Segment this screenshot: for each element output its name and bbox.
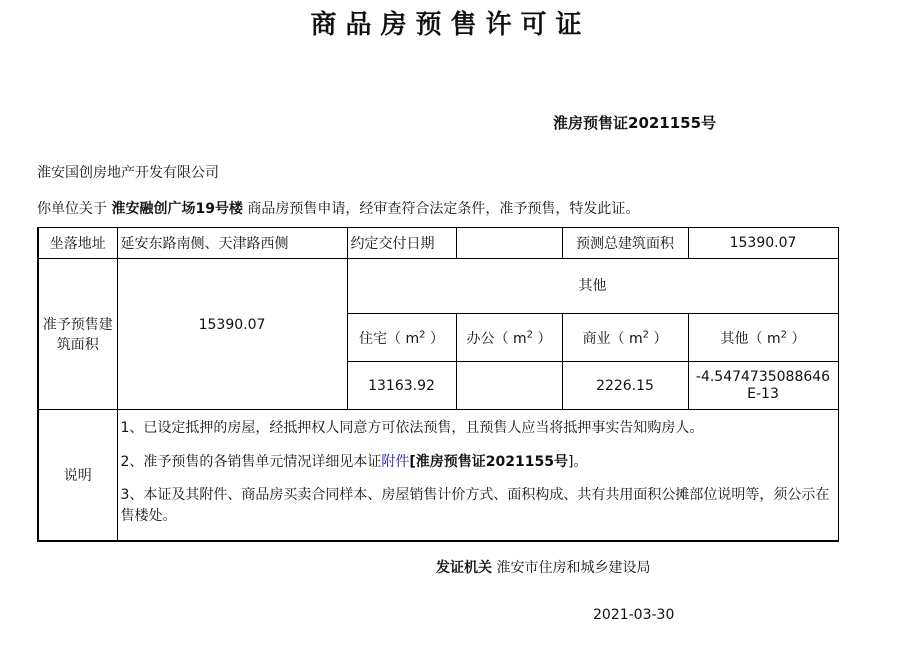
- attachment-link[interactable]: 附件: [381, 454, 410, 470]
- presale-area-value: 15390.07: [117, 259, 347, 410]
- issuer: [436, 557, 650, 577]
- company-name: 淮安国创房地产开发有限公司: [37, 165, 219, 181]
- delivery-date-label: 约定交付日期: [347, 228, 456, 259]
- location-label: 坐落地址: [38, 228, 117, 259]
- commercial-value: 2226.15: [562, 362, 688, 410]
- residential-value: 13163.92: [347, 362, 456, 410]
- intro-sentence: [37, 198, 639, 218]
- other-header-row: [38, 259, 838, 314]
- permit-table: [37, 227, 839, 542]
- other-label: 其他（ $m^2$ ）: [688, 314, 838, 362]
- presale-area-label: 准予预售建筑面积: [38, 259, 117, 410]
- intro-prefix: 你单位关于: [37, 201, 107, 217]
- attachment-ref: [淮房预售证2021155号: [409, 454, 568, 470]
- note-line-3: 3、本证及其附件、商品房买卖合同样本、房屋销售计价方式、面积构成、共有共用面积公摊部位说明等，须公示在售楼处。: [120, 487, 830, 524]
- page-title: 商品房预售许可证: [310, 10, 591, 40]
- issue-date: 2021-03-30: [593, 607, 675, 623]
- note-line-2: 2、准予预售的各销售单元情况详细见本证附件[淮房预售证2021155号]。: [120, 454, 588, 470]
- total-area-label: 预测总建筑面积: [562, 228, 688, 259]
- notes-label: 说明: [38, 410, 117, 541]
- note-line-1: 1、已设定抵押的房屋，经抵押权人同意方可依法预售，且预售人应当将抵押事实告知购房人。: [120, 420, 704, 436]
- office-label: 办公（ $m^2$ ）: [456, 314, 562, 362]
- other-value: -4.5474735088646E-13: [688, 362, 838, 410]
- certificate-number: 淮房预售证2021155号: [553, 114, 717, 132]
- issuer-label: 发证机关: [436, 560, 492, 576]
- location-value: 延安东路南侧、天津路西侧: [117, 228, 347, 259]
- commercial-label: 商业（ $m^2$ ）: [562, 314, 688, 362]
- other-header: 其他: [347, 259, 838, 314]
- total-area-value: 15390.07: [688, 228, 838, 259]
- project-name: 淮安融创广场19号楼: [111, 201, 243, 217]
- notes-row: [38, 410, 838, 541]
- office-value: [456, 362, 562, 410]
- issuer-value: 淮安市住房和城乡建设局: [496, 560, 651, 576]
- residential-label: 住宅（ $m^2$ ）: [347, 314, 456, 362]
- intro-suffix: 商品房预售申请，经审查符合法定条件，准予预售，特发此证。: [247, 201, 640, 217]
- delivery-date-value: [456, 228, 562, 259]
- location-row: [38, 228, 838, 259]
- notes-content: [117, 410, 838, 541]
